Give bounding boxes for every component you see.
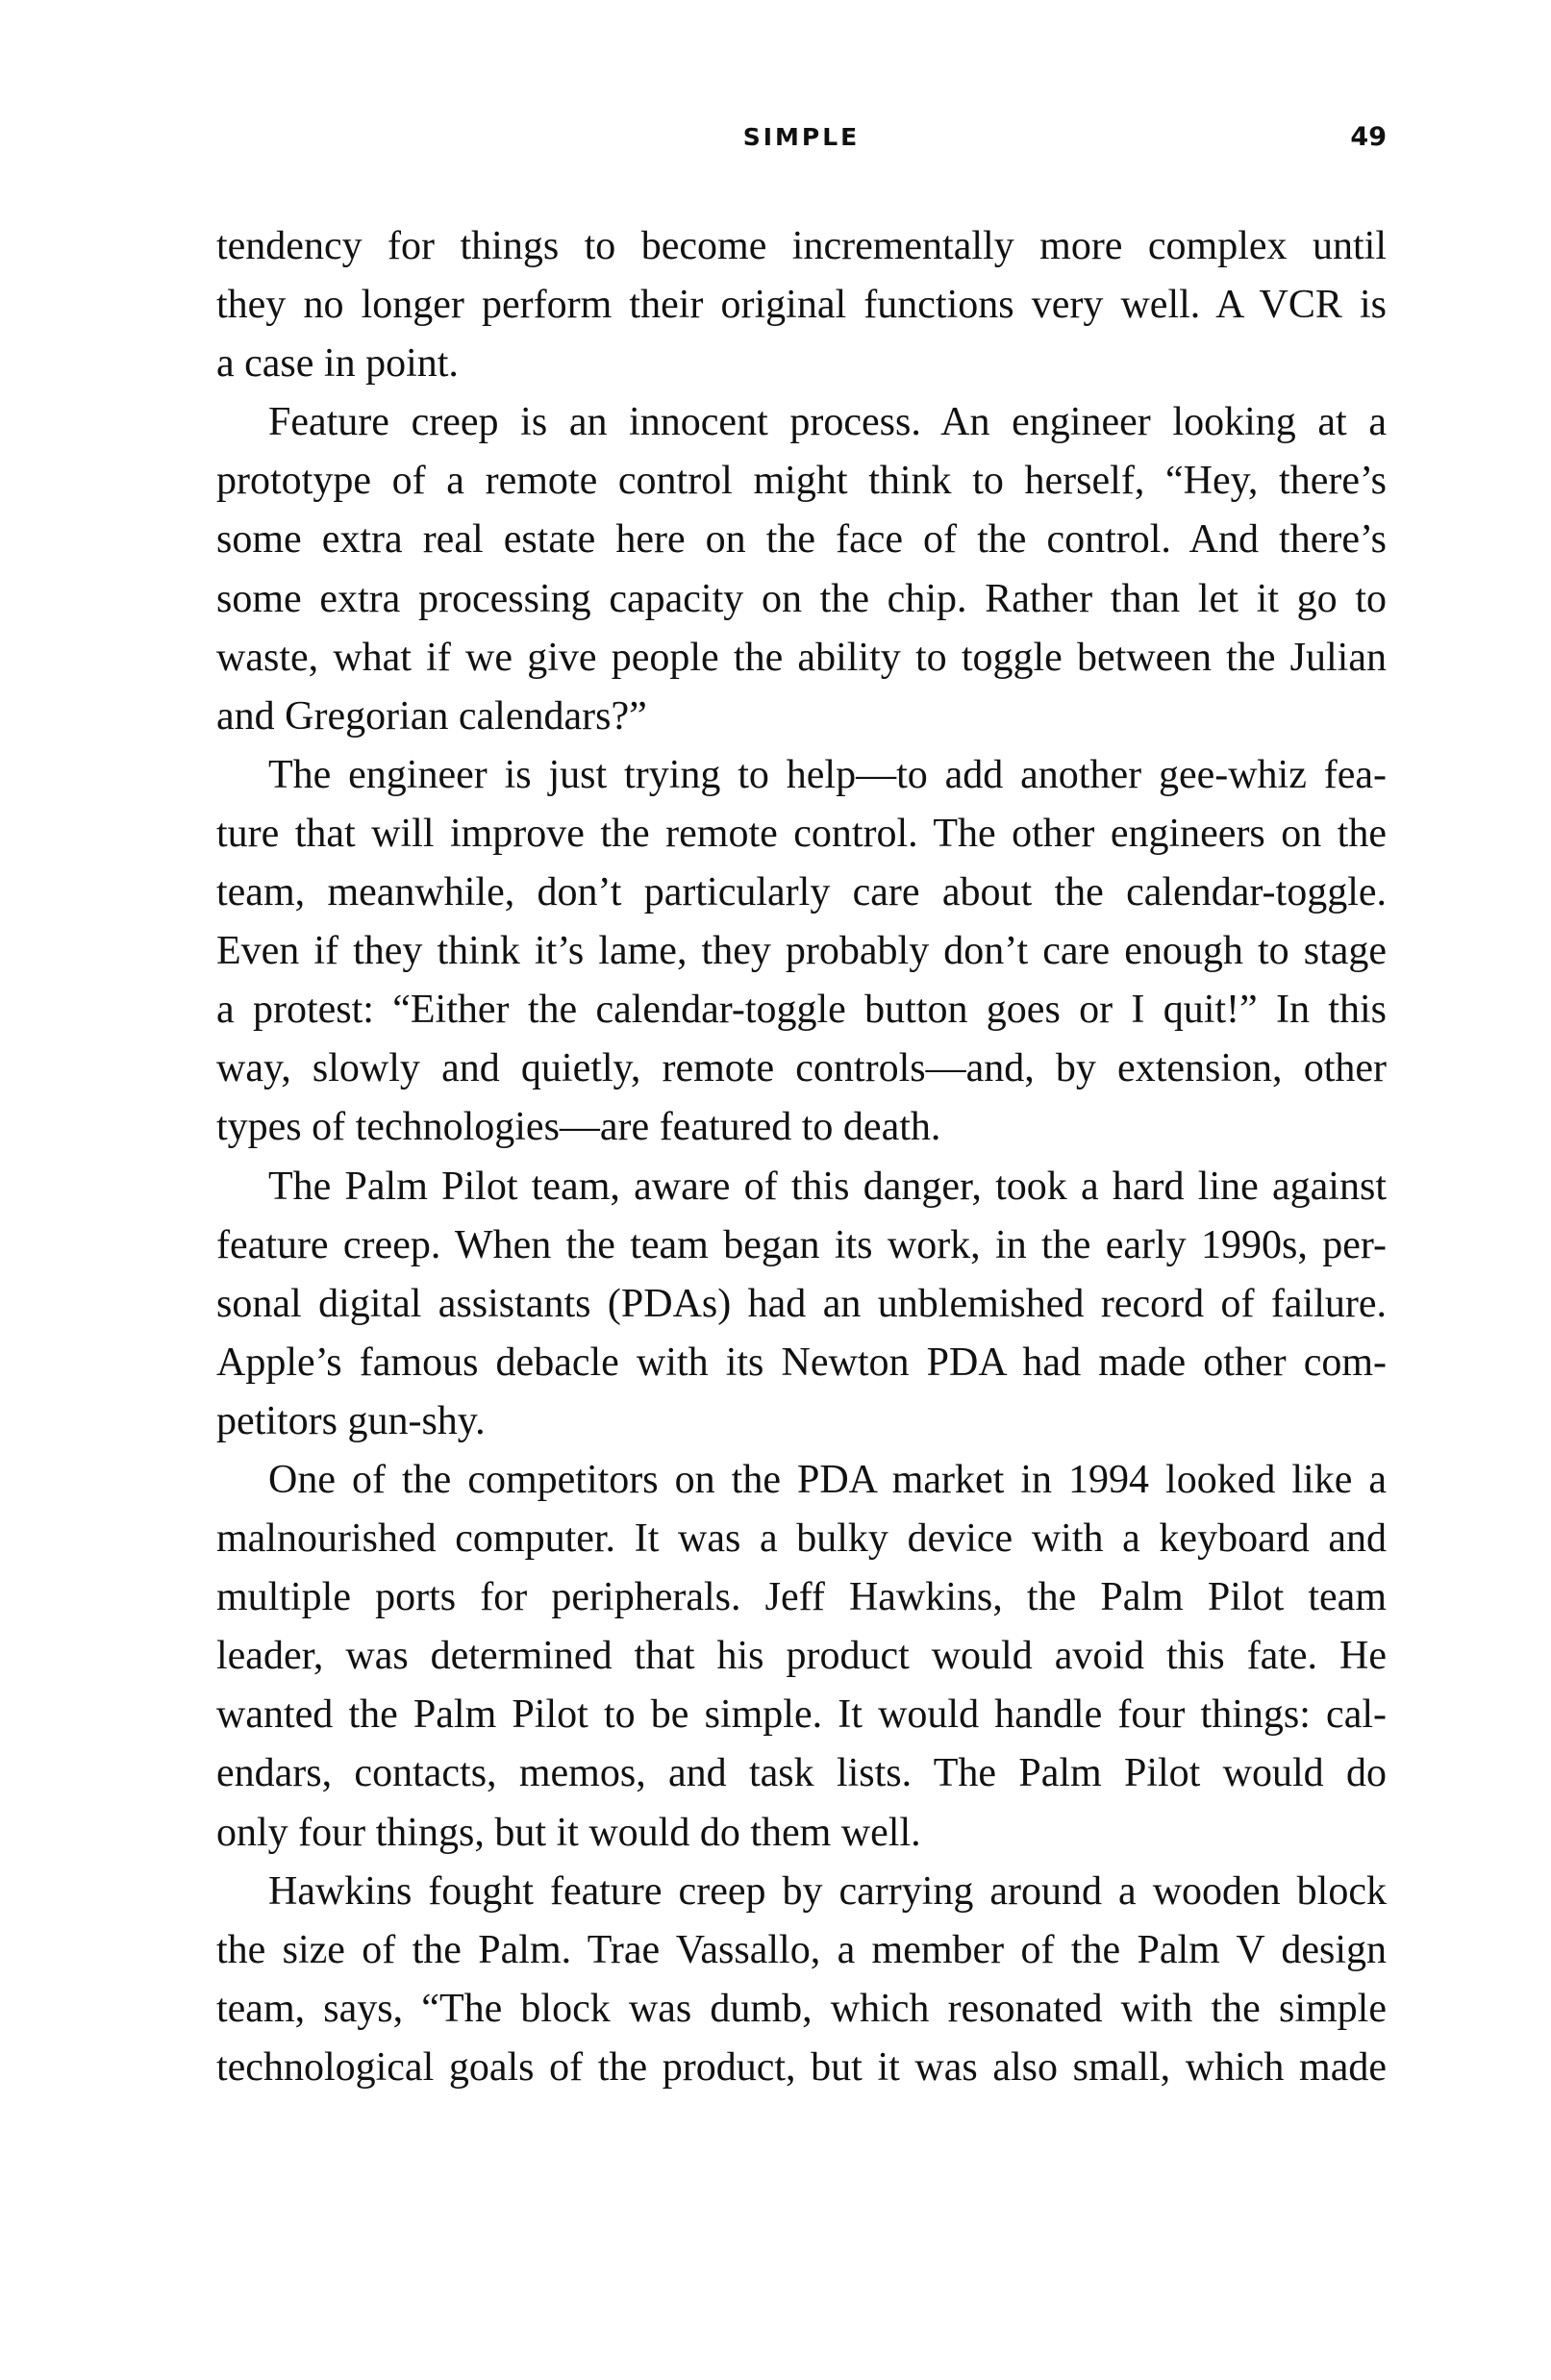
text-line: only four things, but it would do them well.	[216, 1810, 921, 1855]
page-header	[216, 113, 1387, 162]
body-text	[216, 217, 1387, 2097]
text-line: Hawkins fought feature creep by carrying around a wooden block	[268, 1868, 1387, 1914]
text-line: The Palm Pilot team, aware of this danger, took a hard line against	[268, 1164, 1387, 1209]
running-title: SIMPLE	[742, 123, 861, 151]
text-line: One of the competitors on the PDA market in 1994 looked like a	[268, 1457, 1387, 1502]
text-line: prototype of a remote control might think to herself, “Hey, there’s	[216, 459, 1387, 504]
text-line: multiple ports for peripherals. Jeff Hawkins, the Palm Pilot team	[216, 1575, 1387, 1620]
text-line: types of technologies—are featured to death.	[216, 1105, 941, 1150]
text-line: the size of the Palm. Trae Vassallo, a member of the Palm V design	[216, 1927, 1387, 1972]
text-line: Apple’s famous debacle with its Newton PDA had made other com-	[216, 1340, 1387, 1385]
page-number: 49	[1350, 122, 1387, 152]
text-line: The engineer is just trying to help—to add another gee-whiz fea-	[268, 752, 1387, 797]
text-line: some extra processing capacity on the chip. Rather than let it go to	[216, 576, 1387, 621]
text-line: some extra real estate here on the face of the control. And there’s	[216, 517, 1387, 563]
text-line: feature creep. When the team began its work, in the early 1990s, per-	[216, 1222, 1387, 1267]
text-line: they no longer perform their original functions very well. A VCR is	[216, 283, 1387, 328]
text-line: Even if they think it’s lame, they probably don’t care enough to stage	[216, 929, 1387, 974]
text-line: team, says, “The block was dumb, which resonated with the simple	[216, 1986, 1387, 2031]
text-line: wanted the Palm Pilot to be simple. It would handle four things: cal-	[216, 1692, 1387, 1738]
text-line: malnourished computer. It was a bulky device with a keyboard and	[216, 1516, 1387, 1562]
text-line: a protest: “Either the calendar-toggle button goes or I quit!” In this	[216, 988, 1387, 1033]
text-line: leader, was determined that his product would avoid this fate. He	[216, 1634, 1387, 1679]
text-line: technological goals of the product, but it was also small, which made	[216, 2044, 1387, 2090]
text-line: tendency for things to become incrementally more complex until	[216, 224, 1387, 268]
text-line: waste, what if we give people the ability to toggle between the Julian	[216, 635, 1387, 680]
text-line: way, slowly and quietly, remote controls—and, by extension, other	[216, 1046, 1387, 1091]
text-line: team, meanwhile, don’t particularly care about the calendar-toggle.	[216, 870, 1387, 915]
text-line: sonal digital assistants (PDAs) had an unblemished record of failure.	[216, 1281, 1387, 1326]
text-line: petitors gun-shy.	[216, 1398, 486, 1443]
text-line: Feature creep is an innocent process. An engineer looking at a	[268, 400, 1387, 445]
text-line: and Gregorian calendars?”	[216, 693, 647, 739]
text-line: endars, contacts, memos, and task lists. The Palm Pilot would do	[216, 1751, 1387, 1796]
text-line: ture that will improve the remote control. The other engineers on the	[216, 811, 1387, 856]
text-line: a case in point.	[216, 341, 459, 387]
